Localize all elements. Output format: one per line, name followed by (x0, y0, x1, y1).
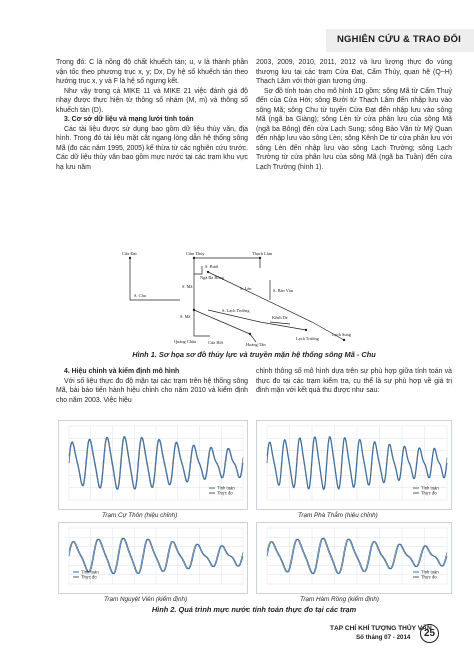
river-line-len (208, 272, 344, 340)
label-s-lach-truong: S. Lạch Trường (222, 308, 250, 313)
section-heading: 3. Cơ sở dữ liệu và mạng lưới tính toán (64, 116, 194, 124)
label-kenh-de: Kênh De (272, 315, 288, 320)
legend-calculated-label: Tính toán (421, 485, 439, 491)
legend-calculated-label: Tính toán (421, 569, 439, 575)
river-line-ma (194, 258, 250, 334)
legend-calculated-label: Tính toán (217, 485, 235, 491)
label-cua-hoi: Cửa Hới (208, 340, 224, 345)
water-level-panel (256, 420, 452, 510)
paragraph: Với số liệu thực đo độ mặn tại các trạm trên hệ thống sông Mã, bài báo tiến hành hiệu chỉnh cho năm 2010 và kiểm định cho năm 2003. Việc hiệu (56, 377, 248, 404)
label-s-chu: S. Chu (134, 293, 146, 298)
label-lach-truong: Lạch Trường (296, 336, 319, 341)
right-column-bottom (256, 367, 452, 396)
panel-caption: Trạm Nguyệt Viên (kiểm định) (104, 596, 188, 603)
tidal-chart-svg (59, 421, 247, 509)
page-number: 25 (420, 624, 439, 643)
river-line-buoi-branch (194, 266, 202, 274)
legend-observed-label: Thực đo (217, 490, 233, 496)
legend-calculated-label: Tính toán (81, 569, 99, 575)
river-line-buoi (194, 258, 260, 268)
section-title: NGHIÊN CỨU & TRAO ĐỔI (337, 34, 461, 45)
tidal-chart-svg (59, 523, 247, 593)
paragraph: 2003, 2009, 2010, 2011, 2012 và lưu lượng thực đo vùng thượng lưu tại các trạm Cửa Đạt, Cẩm Thủy, quan hệ (Q~H) Thạch Lâm với thời gian tương ứng. (256, 59, 452, 86)
water-level-panel (256, 522, 452, 594)
label-s-ma-lower: S. Mã (180, 314, 191, 319)
label-thach-lam: Thạch Lâm (252, 251, 273, 256)
left-column-bottom (56, 367, 248, 405)
panel-caption: Trạm Hàm Rồng (kiểm định) (300, 596, 379, 603)
label-cua-dat: Cửa Đạt (122, 251, 137, 256)
left-column-top (56, 58, 248, 173)
label-cam-thuy: Cẩm Thủy (186, 251, 205, 256)
figure-1-caption: Hình 1. Sơ họa sơ đồ thủy lực và truyền mặn hệ thống sông Mã - Chu (132, 350, 376, 359)
river-line-kenh-de (270, 322, 290, 324)
label-quang-chau: Quảng Châu (174, 339, 197, 344)
legend-observed-label: Thực đo (421, 490, 437, 496)
journal-name: TẠP CHÍ KHÍ TƯỢNG THỦY VĂN (330, 625, 432, 632)
label-s-len: S. Lèn (240, 286, 252, 291)
panel-caption: Trạm Cự Thôn (hiệu chỉnh) (102, 512, 178, 519)
river-line-ma-lower (194, 310, 210, 336)
label-lach-sung: Lạch Sung (332, 332, 351, 337)
river-line-hoang-tan (250, 334, 256, 342)
right-column-top (256, 58, 452, 173)
label-s-bao-van: S. Bảo Văn (273, 288, 294, 293)
figure-2-caption: Hình 2. Quá trình mực nước tính toán thực đo tại các trạm (151, 605, 357, 614)
label-s-ma-upper: S. Mã (182, 284, 193, 289)
issue-date: Số tháng 07 - 2014 (356, 634, 411, 641)
label-s-buoi: S. Bưởi (205, 264, 219, 269)
legend-observed-label: Thực đo (421, 574, 437, 580)
river-network-diagram (110, 250, 372, 346)
paragraph: Các tài liệu được sử dụng bao gồm dữ liệu thủy văn, địa hình. Trong đó tài liệu mặt cắt ngang lòng dẫn hệ thống sông Mã (đo các năm 1995, 2005) kế thừa từ các nghiên cứu trước. Các dữ liệu thủy văn bao gồm mực nước tại các trạm khu vực hạ lưu năm (56, 125, 248, 172)
legend-observed-label: Thực đo (81, 574, 97, 580)
tidal-chart-svg (257, 523, 451, 593)
paragraph: Trong đó: C là nồng độ chất khuếch tán; u, v là thành phần vận tốc theo phương trục x, y; Dx, Dy hệ số khuếch tán theo hướng trục x, y và F là hệ số ngưng kết. (56, 59, 248, 86)
tidal-chart-svg (257, 421, 451, 509)
water-level-panel (58, 420, 248, 510)
panel-caption: Trạm Phà Thắm (hiệu chỉnh) (298, 512, 378, 519)
section-heading: 4. Hiệu chỉnh và kiểm định mô hình (64, 368, 180, 375)
label-nga-ba-bong: Ngã Ba Bông (200, 275, 224, 280)
river-line-lach-truong (208, 310, 306, 330)
paragraph: chỉnh thông số mô hình dựa trên sự phù hợp giữa tính toán và thực đo tại các trạm kiểm tra, cụ thể là sự phù hợp về giá trị đỉnh mặn với kết quả thu được như sau: (256, 368, 452, 395)
river-network-svg (110, 250, 372, 346)
label-hoang-tan: Hoàng Tân (246, 342, 266, 347)
water-level-panel (58, 522, 248, 594)
paragraph: Sơ đồ tính toán cho mô hình 1D gồm: sông Mã từ Cẩm Thuỷ đến của Cửa Hới; sông Bưởi từ Thạch Lâm đến nhập lưu vào sông Mã; sông Chu từ tuyến Cửa Đạt đến nhập lưu vào sông Mã (ngã ba Giàng); sông Lèn từ cửa phân lưu của sông Mã (ngã ba Bông) đến cửa Lạch Sung; sông Bảo Văn từ Mỹ Quan đến nhập lưu vào sông Lèn; sông Kênh De từ cửa phân lưu với sông Lèn đến nhập lưu vào sông Lạch Trường; sông Lạch Trường từ cửa phân lưu của sông Mã (ngã ba Tuần) đến cửa Lạch Trường (hình 1). (256, 87, 452, 172)
paragraph: Như vậy trong cả MIKE 11 và MIKE 21 việc đánh giá độ nhạy được thực hiện từ thông số nhám (M, m) và thông số khuếch tán (D). (56, 87, 248, 114)
